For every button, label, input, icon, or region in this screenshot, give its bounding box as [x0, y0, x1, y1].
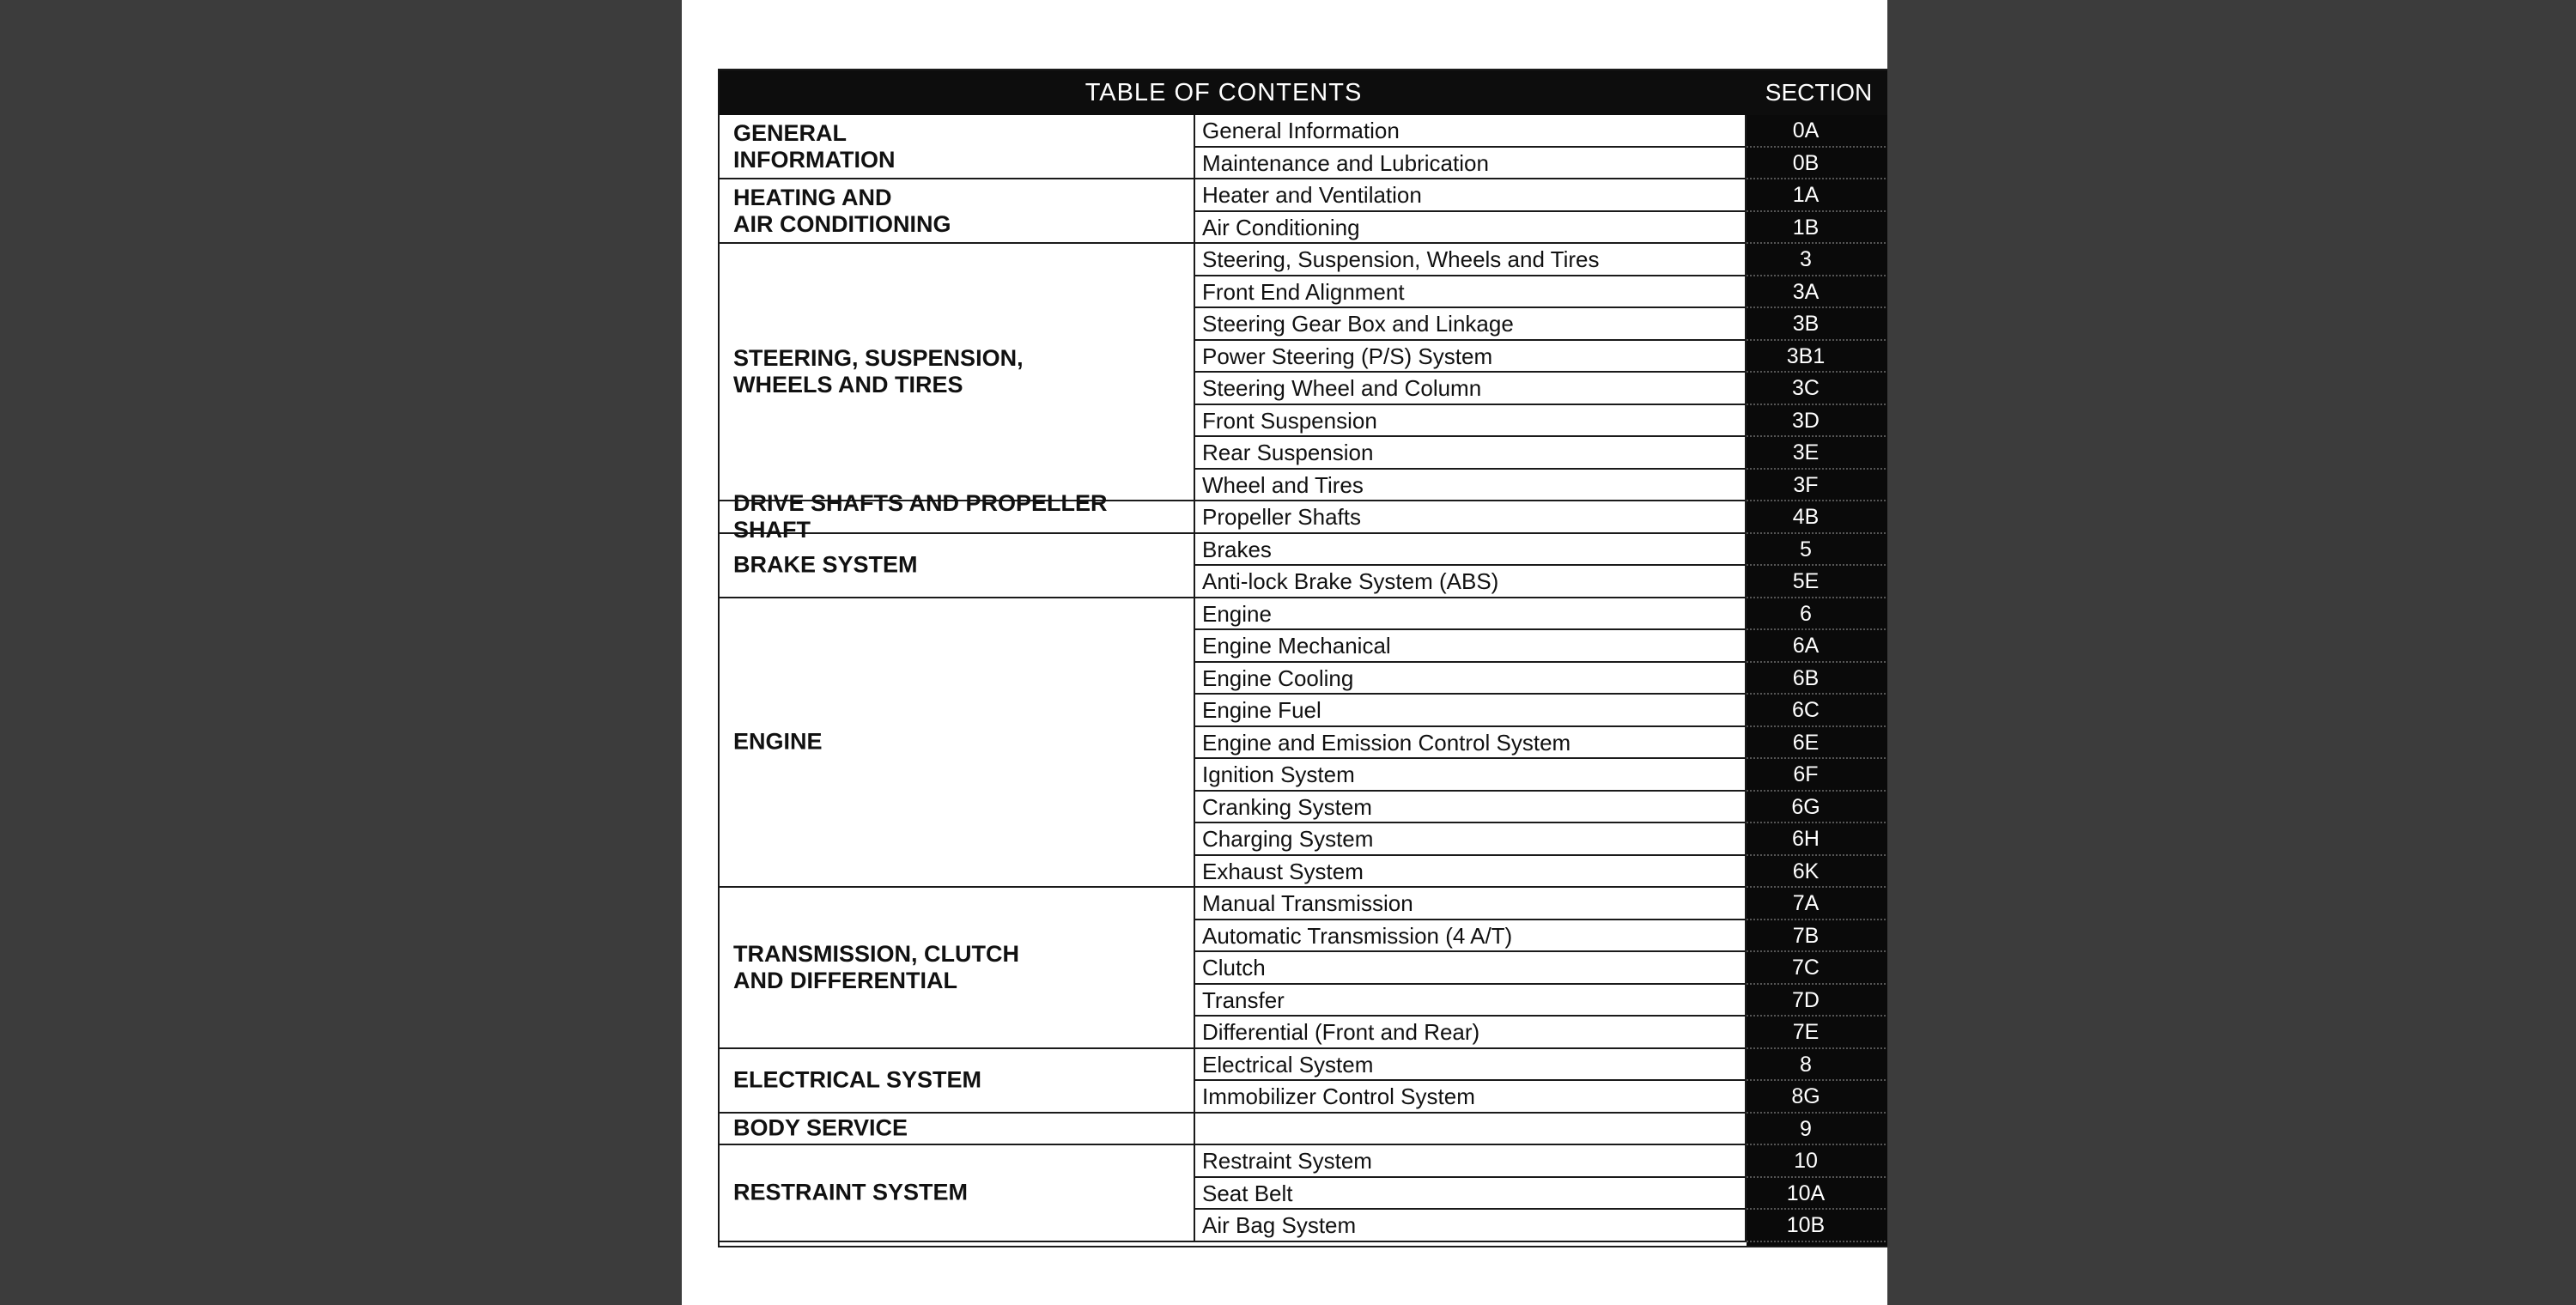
- toc-row: [720, 244, 1887, 276]
- section-code: 3F: [1793, 472, 1819, 497]
- toc-item-label: Air Bag System: [1202, 1212, 1357, 1238]
- toc-row: [720, 598, 1887, 631]
- group-label: TRANSMISSION, CLUTCH AND DIFFERENTIAL: [733, 940, 1019, 993]
- section-code: 3C: [1792, 376, 1820, 400]
- toc-item-label: Seat Belt: [1202, 1180, 1293, 1206]
- toc-item-label: Engine Fuel: [1202, 697, 1321, 723]
- toc-item-label: Restraint System: [1202, 1148, 1372, 1174]
- section-code: 3B1: [1786, 343, 1826, 368]
- toc-item-label: Electrical System: [1202, 1051, 1374, 1077]
- toc-row: [720, 727, 1887, 760]
- toc-item-label: Automatic Transmission (4 A/T): [1202, 922, 1513, 949]
- table-of-contents: [718, 69, 1887, 1247]
- group-label: BRAKE SYSTEM: [733, 551, 918, 578]
- toc-row: [720, 405, 1887, 438]
- toc-row: [720, 212, 1887, 245]
- toc-item-label: Cranking System: [1202, 793, 1372, 820]
- toc-item-label: Engine Cooling: [1202, 665, 1354, 691]
- toc-row: [720, 1145, 1887, 1178]
- group-label: BODY SERVICE: [733, 1114, 908, 1141]
- section-code: 6G: [1791, 794, 1820, 819]
- toc-item-label: Front End Alignment: [1202, 278, 1405, 305]
- toc-row: [720, 534, 1887, 567]
- code-divider: [1747, 1239, 1887, 1242]
- section-code: 10: [1794, 1149, 1818, 1173]
- toc-row: [720, 179, 1887, 212]
- section-code: 0B: [1792, 150, 1820, 175]
- section-code: 6F: [1793, 762, 1819, 786]
- toc-item-label: Transfer: [1202, 986, 1285, 1013]
- section-code: 5E: [1792, 569, 1820, 593]
- toc-row: [720, 115, 1887, 148]
- toc-item-label: Propeller Shafts: [1202, 504, 1361, 530]
- toc-row: [720, 695, 1887, 727]
- toc-row: [720, 1114, 1887, 1146]
- section-code: 6K: [1792, 859, 1820, 883]
- toc-row: [720, 373, 1887, 405]
- toc-row: [720, 308, 1887, 341]
- toc-item-label: Steering, Suspension, Wheels and Tires: [1202, 246, 1600, 272]
- section-code: 9: [1800, 1116, 1812, 1141]
- toc-row: [720, 1049, 1887, 1082]
- section-code: 3A: [1792, 279, 1820, 304]
- section-code: 10B: [1786, 1213, 1826, 1237]
- toc-row: [720, 630, 1887, 663]
- section-code: 7E: [1792, 1020, 1820, 1044]
- toc-row: [720, 276, 1887, 309]
- group-label: GENERAL INFORMATION: [733, 119, 896, 173]
- section-code: 7B: [1792, 923, 1820, 948]
- toc-row: [720, 341, 1887, 373]
- toc-item-label: Brakes: [1202, 536, 1272, 562]
- toc-item-label: Anti-lock Brake System (ABS): [1202, 568, 1499, 594]
- toc-row: [720, 566, 1887, 598]
- document-page: [682, 0, 1887, 1305]
- section-code: 3D: [1792, 408, 1820, 433]
- toc-item-label: Front Suspension: [1202, 407, 1377, 434]
- toc-item-label: Engine and Emission Control System: [1202, 729, 1571, 756]
- section-code: 7D: [1792, 987, 1820, 1012]
- toc-title: TABLE OF CONTENTS: [1084, 79, 1363, 106]
- toc-row: [720, 759, 1887, 792]
- toc-row: [720, 1210, 1887, 1242]
- section-code: 6E: [1792, 730, 1820, 755]
- toc-item-label: Immobilizer Control System: [1202, 1083, 1475, 1109]
- section-code: 6C: [1792, 698, 1820, 722]
- toc-row: [720, 501, 1887, 534]
- section-code: 1A: [1792, 183, 1820, 207]
- toc-row: [720, 856, 1887, 889]
- toc-item-label: Steering Gear Box and Linkage: [1202, 311, 1514, 337]
- toc-row: [720, 437, 1887, 470]
- toc-row: [720, 823, 1887, 856]
- toc-item-label: Air Conditioning: [1202, 214, 1360, 240]
- section-code: 8G: [1791, 1084, 1820, 1108]
- group-label: HEATING AND AIR CONDITIONING: [733, 184, 951, 237]
- section-code: 8: [1800, 1052, 1812, 1077]
- toc-item-label: Engine Mechanical: [1202, 633, 1391, 659]
- toc-item-label: Steering Wheel and Column: [1202, 375, 1482, 401]
- toc-row: [720, 952, 1887, 985]
- section-code: 6: [1800, 601, 1812, 626]
- group-label: DRIVE SHAFTS AND PROPELLER SHAFT: [733, 489, 1108, 543]
- section-code: 7A: [1792, 891, 1820, 915]
- section-header: SECTION: [1765, 79, 1873, 106]
- section-code: 4B: [1792, 505, 1820, 529]
- toc-item-label: Clutch: [1202, 955, 1266, 980]
- toc-item-label: Wheel and Tires: [1202, 471, 1364, 498]
- toc-item-label: Charging System: [1202, 826, 1374, 852]
- toc-item-label: Rear Suspension: [1202, 440, 1374, 465]
- toc-item-label: Ignition System: [1202, 762, 1355, 787]
- toc-row: [720, 920, 1887, 953]
- section-code: 6A: [1792, 634, 1820, 658]
- section-code: 10A: [1786, 1181, 1826, 1205]
- section-code: 7C: [1792, 956, 1820, 980]
- section-code: 3E: [1792, 440, 1820, 464]
- section-code: 6H: [1792, 827, 1820, 851]
- toc-item-label: Exhaust System: [1202, 858, 1364, 884]
- section-code: 1B: [1792, 215, 1820, 240]
- group-label: ENGINE: [733, 728, 823, 755]
- section-code: 0A: [1792, 118, 1820, 143]
- toc-row: [720, 1017, 1887, 1049]
- group-label: STEERING, SUSPENSION, WHEELS AND TIRES: [733, 345, 1024, 398]
- toc-item-label: Manual Transmission: [1202, 890, 1413, 916]
- section-code: 3: [1800, 247, 1812, 271]
- section-code: 6B: [1792, 665, 1820, 690]
- section-code: 3B: [1792, 312, 1820, 336]
- toc-row: [720, 985, 1887, 1017]
- toc-item-label: General Information: [1202, 118, 1400, 143]
- toc-row: [720, 663, 1887, 695]
- toc-row: [720, 792, 1887, 824]
- toc-row: [720, 148, 1887, 180]
- toc-item-label: Engine: [1202, 600, 1272, 627]
- toc-item-label: Heater and Ventilation: [1202, 182, 1422, 208]
- group-label: RESTRAINT SYSTEM: [733, 1179, 969, 1205]
- toc-row: [720, 1178, 1887, 1211]
- toc-item-label: Differential (Front and Rear): [1202, 1019, 1480, 1045]
- toc-row: [720, 1081, 1887, 1114]
- section-code: 5: [1800, 537, 1812, 561]
- group-label: ELECTRICAL SYSTEM: [733, 1066, 982, 1093]
- toc-item-label: Power Steering (P/S) System: [1202, 343, 1493, 369]
- toc-item-label: Maintenance and Lubrication: [1202, 149, 1489, 176]
- toc-header: [720, 70, 1887, 115]
- toc-row: [720, 888, 1887, 920]
